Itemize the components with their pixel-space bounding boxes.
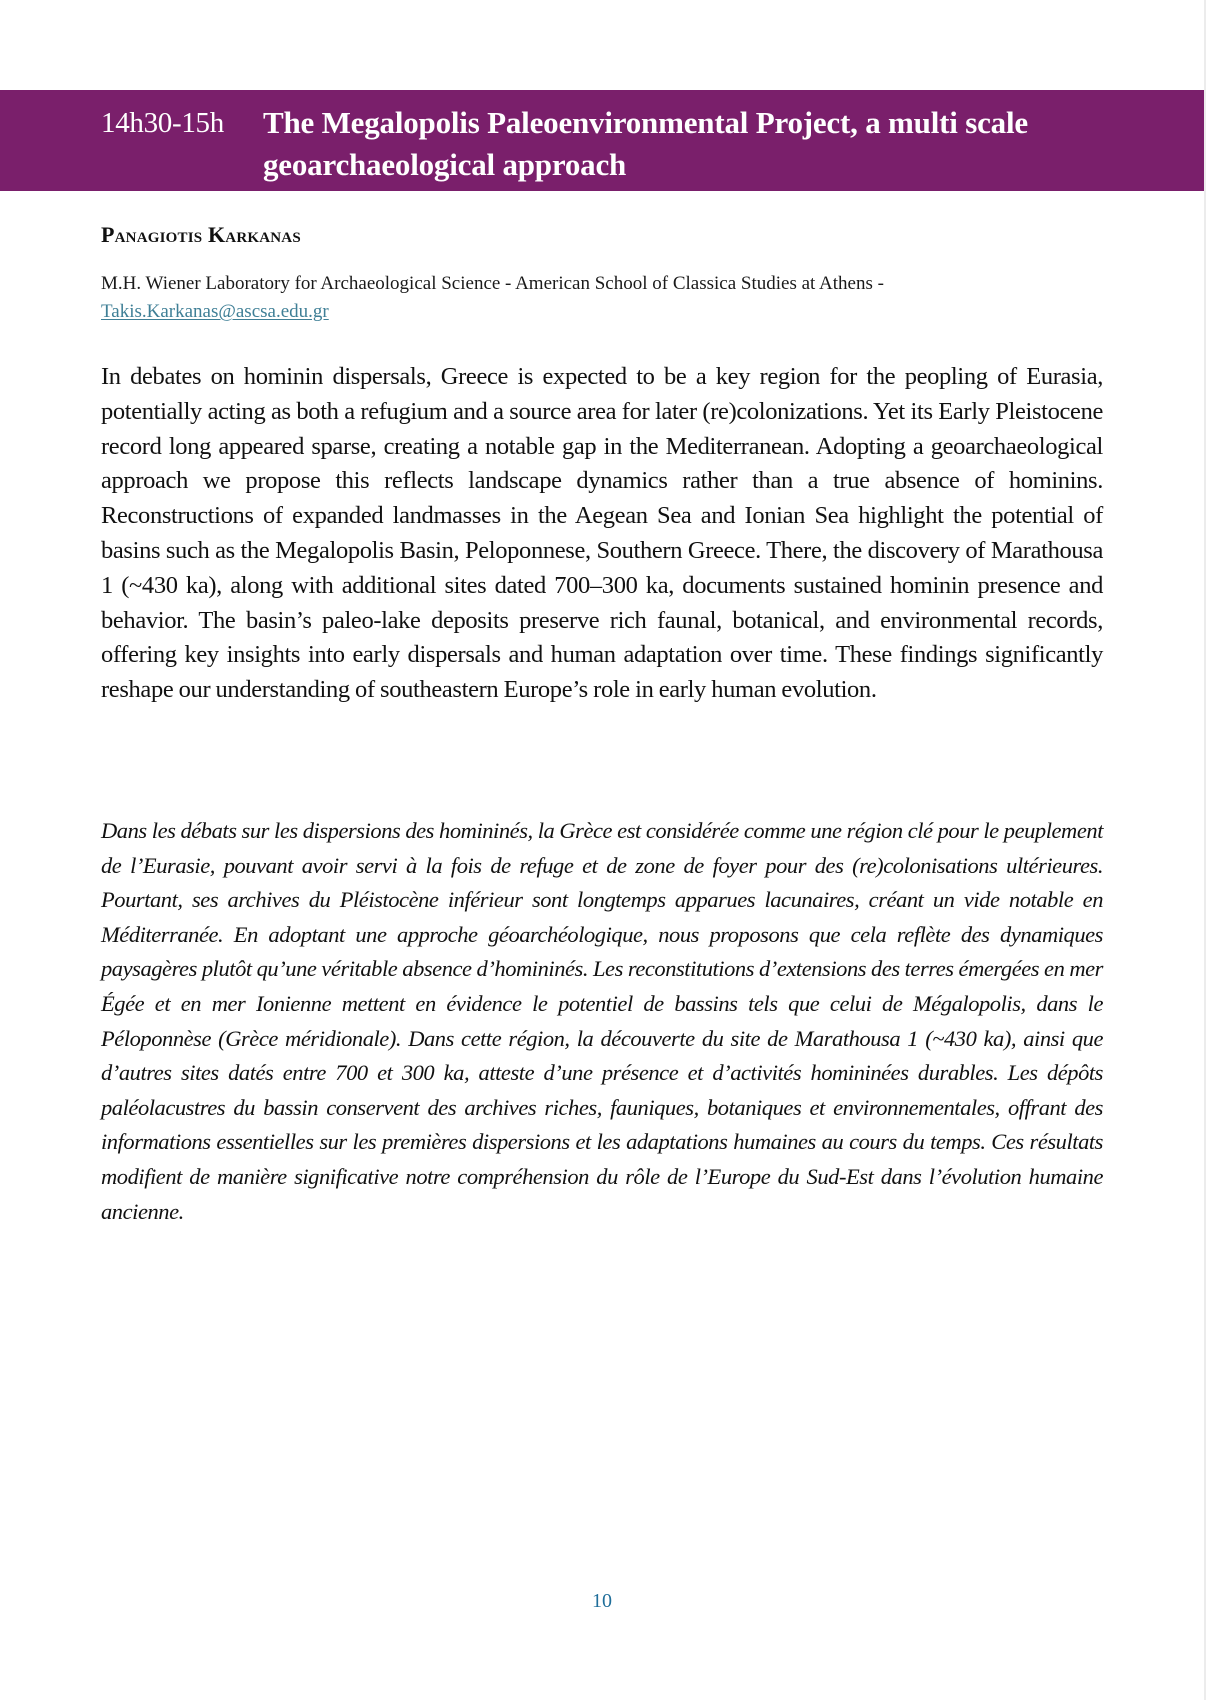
author-affiliation: M.H. Wiener Laboratory for Archaeological Science - American School of Classica Studies at Athens - bbox=[101, 273, 884, 294]
author-name: Panagiotis Karkanas bbox=[101, 222, 301, 247]
talk-title: The Megalopolis Paleoenvironmental Project, a multi scale geoarchaeological approach bbox=[263, 105, 1028, 182]
page-number: 10 bbox=[592, 1590, 612, 1612]
author-affiliation-block bbox=[101, 270, 1111, 326]
session-banner bbox=[0, 90, 1204, 191]
abstract-english: In debates on hominin dispersals, Greece is expected to be a key region for the peopling of Eurasia, potentially acting as both a refugium and a source area for later (re)colonizations. Yet its Early Pleistocene record long appeared sparse, creating a notable gap in the Mediterranean. Adopting a geoarchaeological approach we propose this reflects landscape dynamics rather than a true absence of hominins. Reconstructions of expanded landmasses in the Aegean Sea and Ionian Sea highlight the potential of basins such as the Megalopolis Basin, Peloponnese, Southern Greece. There, the discovery of Marathousa 1 (~430 ka), along with additional sites dated 700–300 ka, documents sustained hominin presence and behavior. The basin’s paleo-lake deposits preserve rich faunal, botanical, and environmental records, offering key insights into early dispersals and human adaptation over time. These findings significantly reshape our understanding of southeastern Europe’s role in early human evolution. bbox=[101, 363, 1103, 704]
abstract-french: Dans les débats sur les dispersions des homininés, la Grèce est considérée comme une région clé pour le peuplement de l’Eurasie, pouvant avoir servi à la fois de refuge et de zone de foyer pour des (re)colonisations ultérieures. Pourtant, ses archives du Pléistocène inférieur sont longtemps apparues lacunaires, créant un vide notable en Méditerranée. En adoptant une approche géoarchéologique, nous proposons que cela reflète des dynamiques paysagères plutôt qu’une véritable absence d’homininés. Les reconstitutions d’extensions des terres émergées en mer Égée et en mer Ionienne mettent en évidence le potentiel de bassins tels que celui de Mégalopolis, dans le Péloponnèse (Grèce méridionale). Dans cette région, la découverte du site de Marathousa 1 (~430 ka), ainsi que d’autres sites datés entre 700 et 300 ka, atteste d’une présence et d’activités homininées durables. Les dépôts paléolacustres du bassin conservent des archives riches, fauniques, botaniques et environnementales, offrant des informations essentielles sur les premières dispersions et les adaptations humaines au cours du temps. Ces résultats modifient de manière significative notre compréhension du rôle de l’Europe du Sud-Est dans l’évolution humaine ancienne. bbox=[101, 818, 1103, 1224]
author-email-link[interactable]: Takis.Karkanas@ascsa.edu.gr bbox=[101, 301, 329, 322]
session-time: 14h30-15h bbox=[101, 107, 224, 139]
